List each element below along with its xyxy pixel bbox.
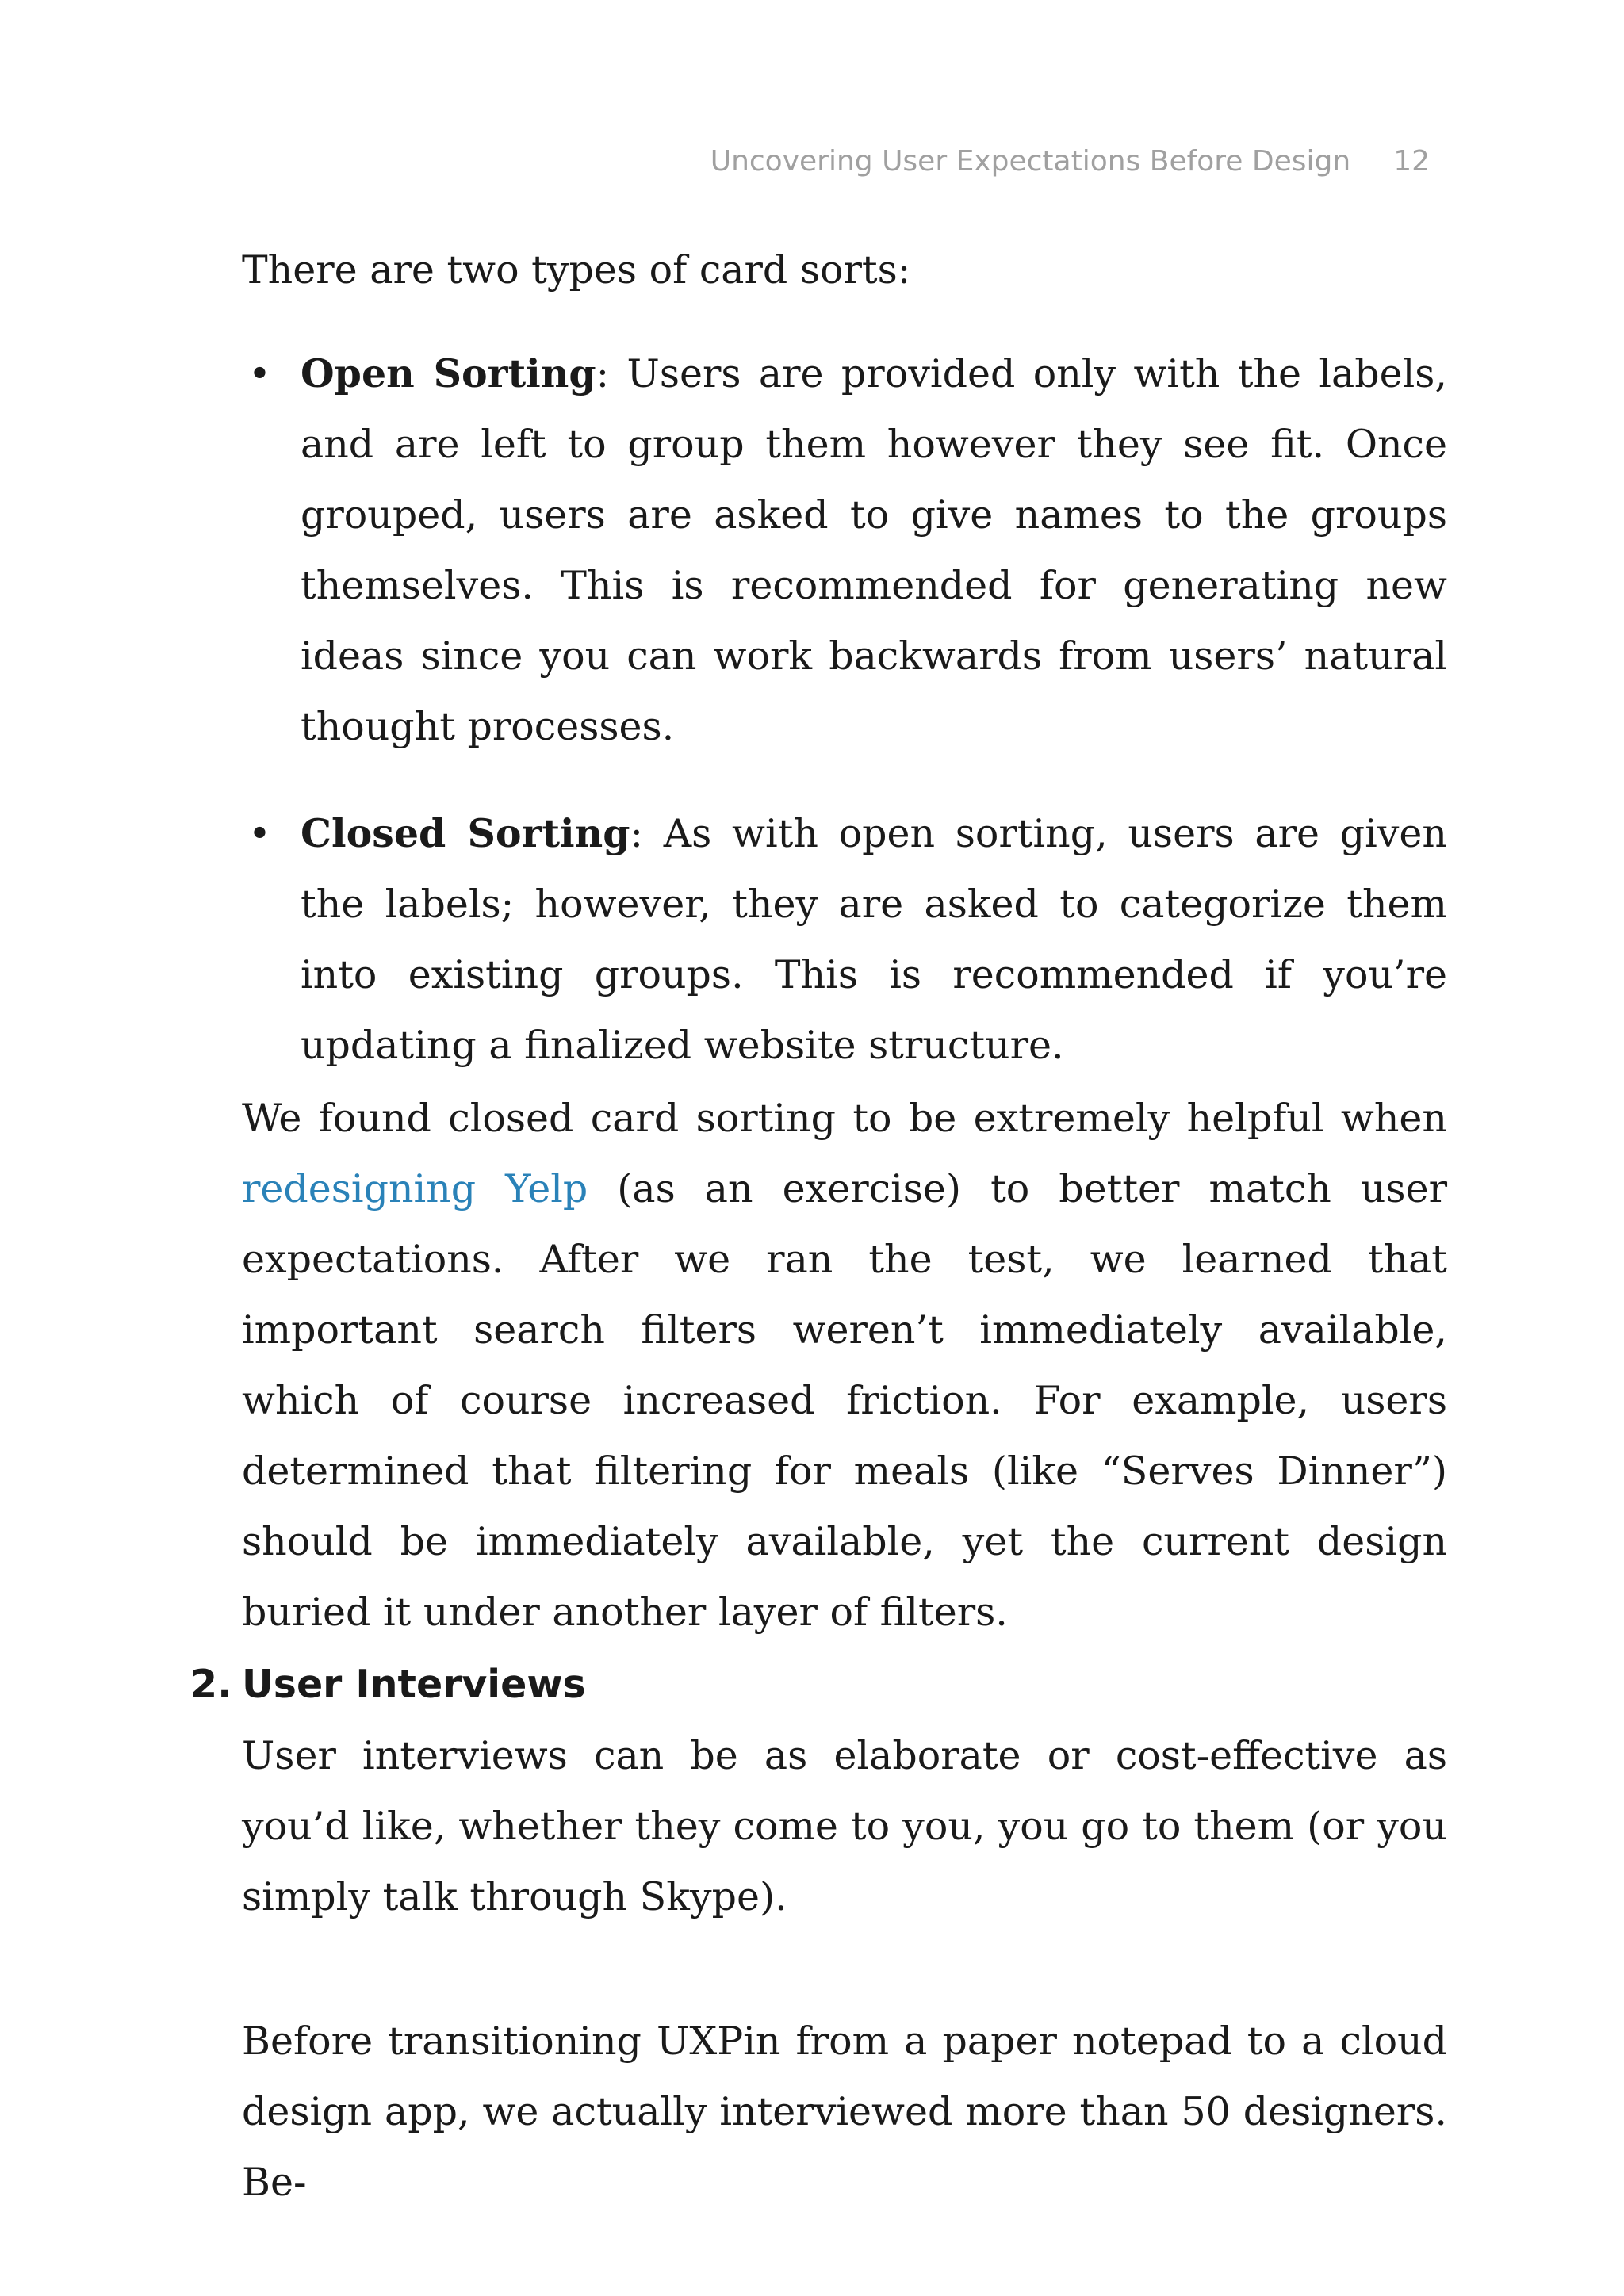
yelp-text-before: We found closed card sorting to be extremely helpful when: [242, 1096, 1447, 1141]
running-header: [710, 143, 1430, 181]
running-title: Uncovering User Expectations Before Design: [710, 145, 1351, 178]
section-user-interviews: [190, 1649, 1447, 1720]
uxpin-paragraph: Before transitioning UXPin from a paper notepad to a cloud design app, we actually interviewed more than 50 designers. Be-: [242, 2019, 1447, 2205]
definition-closed-sorting: : As with open sorting, users are given the labels; however, they are asked to categorize them into existing groups. This is recommended if you’re updating a finalized website structure.: [301, 811, 1447, 1068]
interviews-paragraph: User interviews can be as elaborate or cost-effective as you’d like, whether they come to you, you go to them (or you simply talk through Skype).: [242, 1733, 1447, 1919]
yelp-paragraph: [242, 1083, 1447, 1647]
redesigning-yelp-link[interactable]: redesigning Yelp: [242, 1166, 588, 1211]
term-closed-sorting: Closed Sorting: [301, 810, 630, 856]
section-number: 2.: [190, 1662, 232, 1707]
list-item-closed-sorting: [242, 798, 1447, 1081]
definition-open-sorting: : Users are provided only with the labels, and are left to group them however they see fit. Once grouped, users are asked to give names to the groups themselves. This is recommended for generating new ideas since you can work backwards from users’ natural thought processes.: [301, 351, 1447, 749]
list-item-open-sorting: [242, 339, 1447, 762]
yelp-text-after: (as an exercise) to better match user expectations. After we ran the test, we learned that important search filters weren’t immediately available, which of course increased friction. For example, users determined that filtering for meals (like “Serves Dinner”) should be immediately available, yet the current design buried it under another layer of filters.: [242, 1166, 1447, 1635]
section-title: User Interviews: [242, 1662, 586, 1707]
card-sort-types-list: [242, 339, 1447, 1081]
bullet-icon: •: [248, 811, 271, 856]
bullet-icon: •: [248, 351, 271, 396]
intro-paragraph: There are two types of card sorts:: [242, 247, 911, 293]
section-heading: [190, 1649, 1447, 1720]
page-number: 12: [1393, 145, 1430, 178]
term-open-sorting: Open Sorting: [301, 350, 596, 396]
